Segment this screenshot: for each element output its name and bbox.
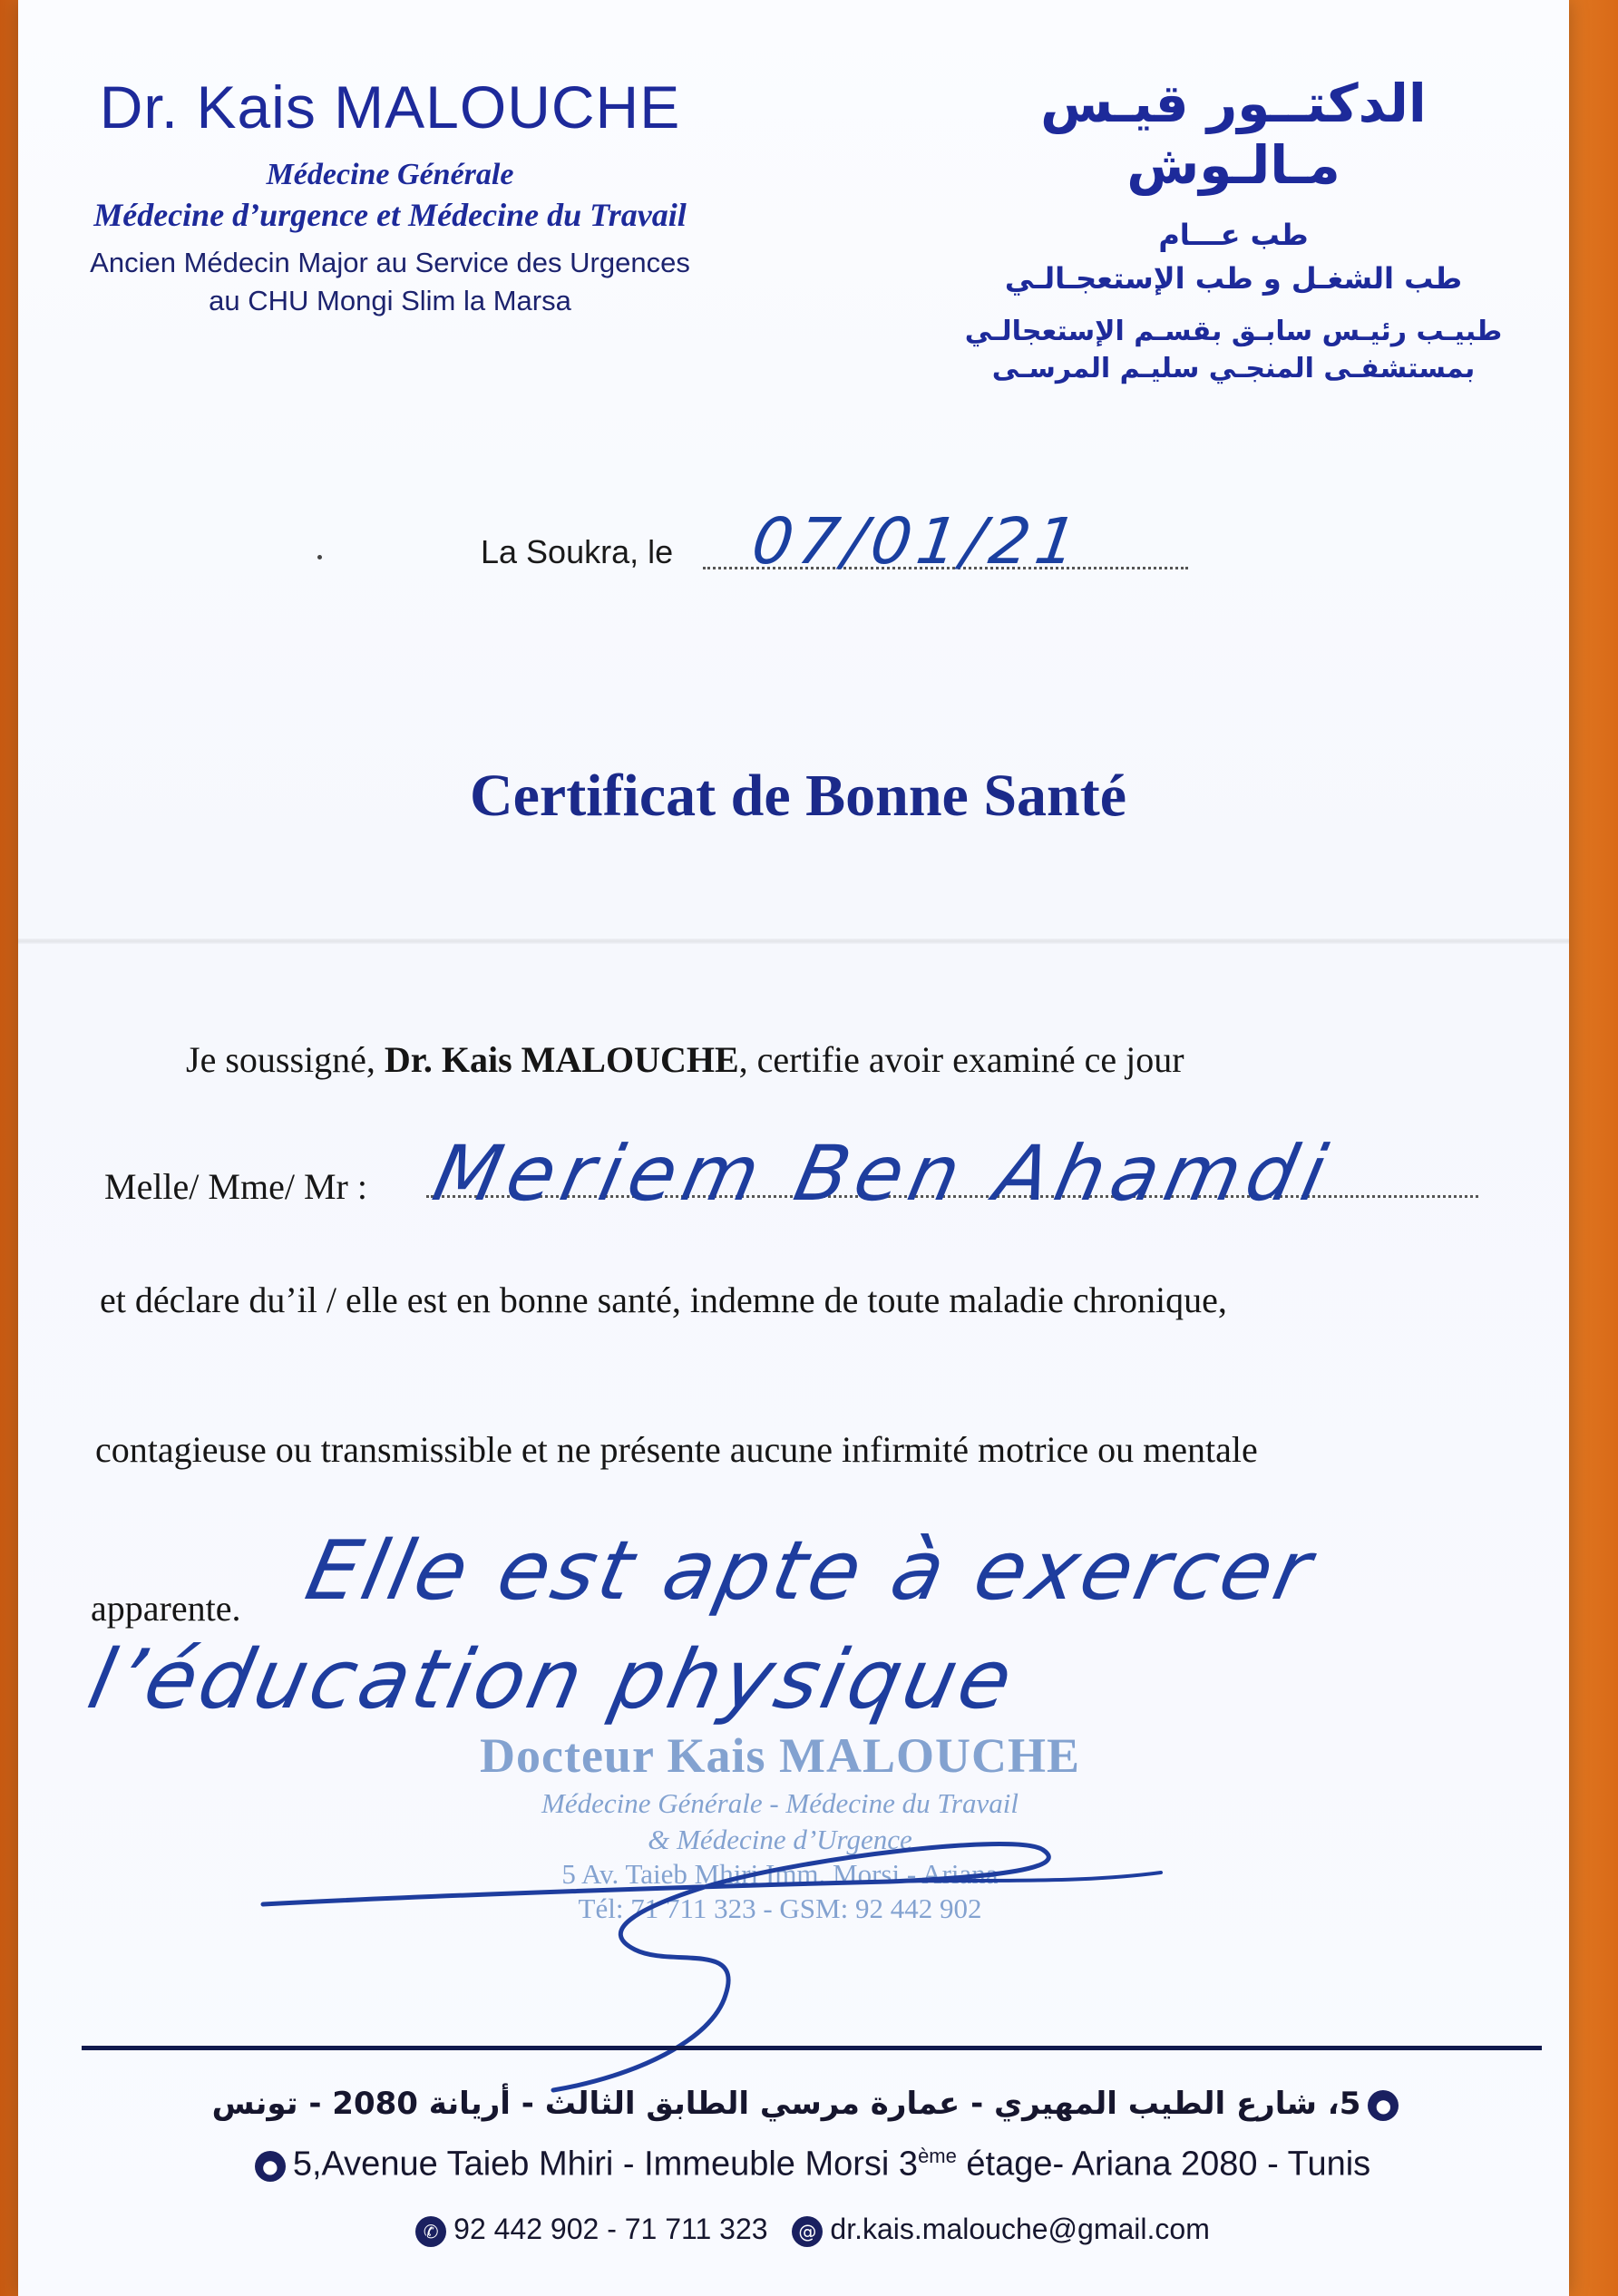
certificate-title: Certificat de Bonne Santé xyxy=(469,763,1127,829)
former-role: Ancien Médecin Major au Service des Urgences xyxy=(90,247,690,278)
patient-label: Melle/ Mme/ Mr : xyxy=(104,1166,367,1207)
handwritten-remark-1: Elle est apte à exercer xyxy=(297,1523,1323,1619)
arabic-doctor-name: الدكتــور قيـس مـالـوش xyxy=(1040,73,1427,196)
specialty-general: Médecine Générale xyxy=(266,158,514,191)
arabic-address-text: 5، شارع الطيب المهيري - عمارة مرسي الطابق الثالث - أريانة 2080 - تونس xyxy=(211,2086,1361,2122)
doctor-name: Dr. Kais MALOUCHE xyxy=(99,73,681,141)
stamp-specialty-emergency: & Médecine d’Urgence xyxy=(648,1824,912,1855)
footer-rule xyxy=(82,2046,1542,2050)
stray-dot xyxy=(317,555,322,559)
patient-name-handwritten: Meriem Ben Ahamdi xyxy=(425,1129,1341,1218)
phone-numbers: 92 442 902 - 71 711 323 xyxy=(453,2213,768,2245)
stamp-address: 5 Av. Taieb Mhiri Imm. Morsi - Ariana xyxy=(561,1858,999,1890)
arabic-specialty-1: طب عـــام xyxy=(1158,218,1309,252)
location-pin-icon: ● xyxy=(255,2151,286,2182)
arabic-specialty-2: طب الشغـل و طب الإستعجـالـي xyxy=(1004,261,1463,296)
footer-address xyxy=(0,2145,1618,2184)
date-line xyxy=(481,497,1206,579)
footer-arabic-address xyxy=(0,2086,1618,2122)
arabic-former-hospital: بمستشفـى المنجـي سليـم المرسـى xyxy=(991,353,1476,384)
stamp-phones: Tél: 71 711 323 - GSM: 92 442 902 xyxy=(578,1892,982,1924)
body-line-5: apparente. xyxy=(91,1588,241,1629)
specialty-emergency: Médecine d’urgence et Médecine du Travail xyxy=(93,197,687,233)
email-address[interactable]: dr.kais.malouche@gmail.com xyxy=(830,2213,1210,2245)
arabic-former-role: طبيـب رئيـس سابـق بقسـم الإستعجالـي xyxy=(964,316,1503,347)
body-doctor-name: Dr. Kais MALOUCHE xyxy=(384,1039,739,1080)
address-text: 5,Avenue Taieb Mhiri - Immeuble Morsi 3 xyxy=(292,2145,919,2184)
paper-fold xyxy=(18,939,1569,944)
letterhead-arabic xyxy=(943,73,1524,384)
body-line-1 xyxy=(186,1038,1184,1081)
body-line-4: contagieuse ou transmissible et ne présente aucune infirmité motrice ou mentale xyxy=(95,1429,1258,1470)
body-line-3: et déclare du’il / elle est en bonne santé, indemne de toute maladie chronique, xyxy=(100,1279,1227,1320)
handwritten-remark-2: l’éducation physique xyxy=(80,1632,1024,1727)
letterhead-french xyxy=(45,73,735,317)
location-pin-icon: ● xyxy=(1368,2090,1399,2121)
footer-contacts xyxy=(0,2213,1618,2247)
address-superscript: ème xyxy=(918,2145,957,2167)
phone-icon: ✆ xyxy=(415,2216,446,2247)
email-icon: @ xyxy=(792,2216,823,2247)
body-line-1-suffix: , certifie avoir examiné ce jour xyxy=(738,1039,1184,1080)
body-line-1-prefix: Je soussigné, xyxy=(186,1039,385,1080)
former-hospital: au CHU Mongi Slim la Marsa xyxy=(209,285,571,316)
date-label: La Soukra, le xyxy=(481,533,674,570)
signature xyxy=(254,1832,1270,2095)
stamp-title: Docteur Kais MALOUCHE xyxy=(480,1728,1080,1783)
date-handwritten: 07/01/21 xyxy=(747,504,1087,579)
stamp-specialties: Médecine Générale - Médecine du Travail xyxy=(541,1787,1019,1819)
address-text-end: étage- Ariana 2080 - Tunis xyxy=(956,2145,1371,2184)
